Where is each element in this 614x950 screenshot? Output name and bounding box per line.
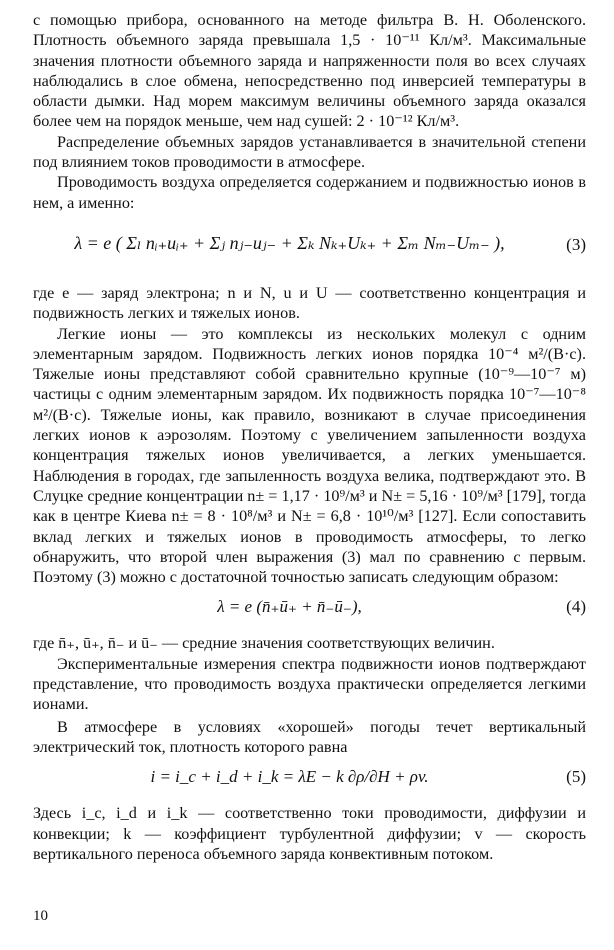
paragraph-4: где e — заряд электрона; n и N, u и U — соответственно концентрация и подвижность легких и тяжелых ионов.: [33, 283, 586, 323]
paragraph-9: Здесь i_c, i_d и i_k — соответственно токи проводимости, диффузии и конвекции; k — коэффициент турбулентной диффузии; v — скорость вертикального переноса объемного заряда конвективным потоком.: [33, 804, 586, 863]
page-number: 10: [33, 908, 48, 924]
paragraph-7: Экспериментальные измерения спектра подвижности ионов подтверждают представление, что проводимость воздуха практически определяется легкими ионами.: [33, 654, 586, 714]
paragraph-8: В атмосфере в условиях «хорошей» погоды течет вертикальный электрический ток, плотность которого равна: [33, 717, 586, 756]
equation-3-formula: λ = e ( Σₗ nᵢ₊uᵢ₊ + Σⱼ nⱼ₋uⱼ₋ + Σₖ Nₖ₊Uₖ₊ + Σₘ Nₘ₋Uₘ₋ ),: [74, 232, 505, 253]
paragraph-6: где n̄₊, ū₊, n̄₋ и ū₋ — средние значения соответствующих величин.: [33, 634, 495, 653]
equation-5-number: (5): [566, 767, 586, 787]
equation-4-number: (4): [566, 597, 586, 617]
equation-4: [33, 587, 586, 633]
equation-4-formula: λ = e (n̄₊ū₊ + n̄₋ū₋),: [217, 597, 362, 617]
page-body: [33, 10, 586, 864]
paragraph-2: Распределение объемных зарядов устанавливается в значительной степени под влиянием токов проводимости в атмосфере.: [33, 132, 586, 172]
equation-5: [33, 757, 586, 803]
paragraph-5: Легкие ионы — это комплексы из нескольких молекул с одним элементарным зарядом. Подвижность легких ионов порядка 10⁻⁴ м²/(В·с). Тяжелые ионы представляют собой сравнительно крупные (10⁻⁹—10⁻⁷ м) частицы с одним элементарным зарядом. Их подвижность порядка 10⁻⁷—10⁻⁸ м²/(В·с). Тяжелые ионы, как правило, возникают в случае присоединения легких ионов к аэрозолям. Поэтому с увеличением запыленности воздуха концентрация тяжелых ионов увеличивается, а легких уменьшается. Наблюдения в городах, где запыленность воздуха велика, подтверждают это. В Слуцке средние концентрации n± = 1,17 · 10⁹/м³ и N± = 5,16 · 10⁹/м³ [179], тогда как в центре Киева n± = 8 · 10⁸/м³ и N± = 6,8 · 10¹⁰/м³ [127]. Если сопоставить вклад легких и тяжелых ионов в проводимость атмосферы, то легко обнаружить, что второй член выражения (3) мал по сравнению с первым. Поэтому (3) можно с достаточной точностью записать следующим образом:: [33, 324, 586, 587]
equation-5-formula: i = i_c + i_d + i_k = λE − k ∂ρ/∂H + ρv.: [150, 767, 429, 787]
equation-3: [33, 213, 586, 283]
paragraph-1: с помощью прибора, основанного на методе фильтра В. Н. Оболенского. Плотность объемного заряда превышала 1,5 · 10⁻¹¹ Кл/м³. Максимальные значения плотности объемного заряда и напряженности поля во всех случаях наблюдались в слое обмена, непосредственно под инверсией температуры в области дымки. Над морем максимум величины объемного заряда оказался более чем на порядок меньше, чем над сушей: 2 · 10⁻¹² Кл/м³.: [33, 11, 586, 131]
equation-3-number: (3): [566, 234, 586, 254]
paragraph-3: Проводимость воздуха определяется содержанием и подвижностью ионов в нем, а именно:: [33, 173, 586, 212]
